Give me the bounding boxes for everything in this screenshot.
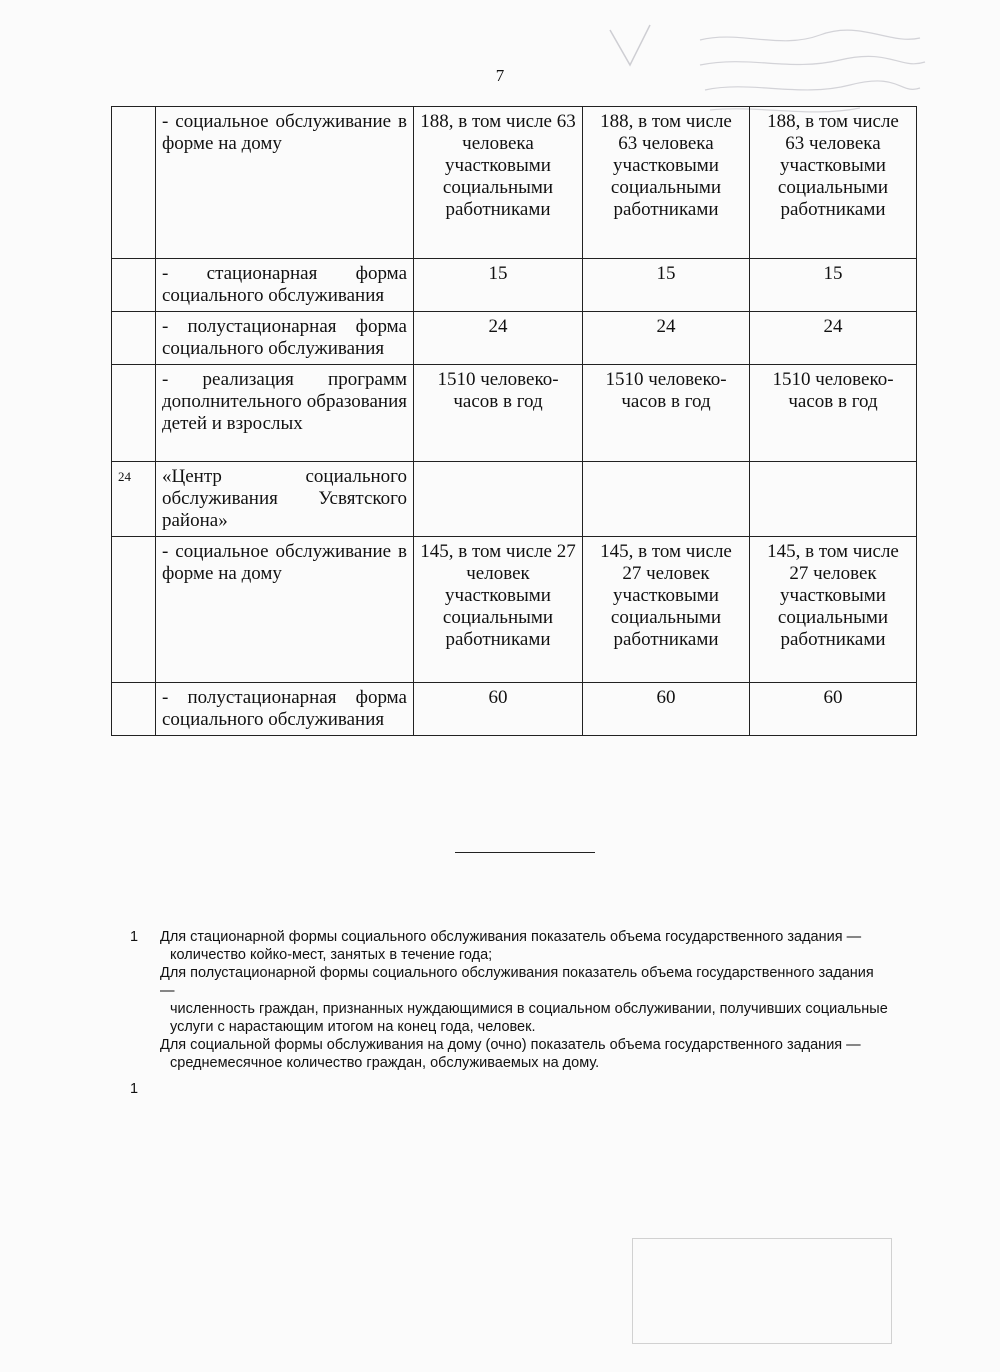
footnote-mark: 1 (130, 929, 139, 945)
row-number: 24 (112, 462, 156, 537)
institution-name: «Центр социального обслуживания Усвятского района» (156, 462, 414, 537)
table-row (112, 365, 917, 462)
footnote-text: Для полустационарной формы социального обслуживания показатель объема государственного задания — (160, 965, 874, 999)
value-cell: 60 (750, 683, 917, 736)
table-row (112, 107, 917, 259)
row-number (112, 537, 156, 683)
footnote-mark: 1 (130, 1081, 139, 1097)
footnote-text: количество койко-мест, занятых в течение года; (170, 947, 493, 963)
row-number (112, 683, 156, 736)
footnote-separator (455, 852, 595, 853)
table-row (112, 259, 917, 312)
value-cell (583, 462, 750, 537)
value-cell: 188, в том числе 63 человека участковыми социальными работниками (583, 107, 750, 259)
table-row (112, 537, 917, 683)
value-cell: 188, в том числе 63 человека участковыми социальными работниками (750, 107, 917, 259)
service-name: - реализация программ дополнительного образования детей и взрослых (156, 365, 414, 462)
value-cell: 60 (583, 683, 750, 736)
footnote-text: среднемесячное количество граждан, обслуживаемых на дому. (170, 1055, 600, 1071)
footnote-text (160, 1080, 890, 1098)
footnote-text: услуги с нарастающим итогом на конец года, человек. (170, 1019, 536, 1035)
value-cell: 1510 человеко-часов в год (583, 365, 750, 462)
table-row (112, 312, 917, 365)
value-cell: 145, в том числе 27 человек участковыми социальными работниками (750, 537, 917, 683)
value-cell: 188, в том числе 63 человека участковыми социальными работниками (414, 107, 583, 259)
value-cell: 15 (414, 259, 583, 312)
value-cell: 60 (414, 683, 583, 736)
footnotes (130, 928, 890, 1098)
footnote-text: Для стационарной формы социального обслуживания показатель объема государственного задания — (160, 929, 862, 945)
value-cell: 24 (750, 312, 917, 365)
row-number (112, 312, 156, 365)
value-cell: 1510 человеко-часов в год (414, 365, 583, 462)
service-name: - полустационарная форма социального обслуживания (156, 683, 414, 736)
service-name: - социальное обслуживание в форме на дому (156, 537, 414, 683)
value-cell (750, 462, 917, 537)
value-cell: 1510 человеко-часов в год (750, 365, 917, 462)
footnote-2 (130, 1080, 890, 1098)
value-cell (414, 462, 583, 537)
table-row (112, 462, 917, 537)
service-name: - полустационарная форма социального обслуживания (156, 312, 414, 365)
value-cell: 24 (414, 312, 583, 365)
footnote-1 (130, 928, 890, 1072)
service-name: - социальное обслуживание в форме на дому (156, 107, 414, 259)
footnote-text: Для социальной формы обслуживания на дому (очно) показатель объема государственного задания — (160, 1037, 861, 1053)
page-number: 7 (495, 66, 505, 85)
service-name: - стационарная форма социального обслуживания (156, 259, 414, 312)
footnote-text: численность граждан, признанных нуждающимися в социальном обслуживании, получивших социальные (170, 1001, 888, 1017)
value-cell: 145, в том числе 27 человек участковыми социальными работниками (583, 537, 750, 683)
services-table (111, 106, 917, 736)
value-cell: 145, в том числе 27 человек участковыми социальными работниками (414, 537, 583, 683)
approval-stamp-image (632, 1238, 892, 1344)
value-cell: 15 (583, 259, 750, 312)
table-row (112, 683, 917, 736)
value-cell: 24 (583, 312, 750, 365)
row-number (112, 365, 156, 462)
row-number (112, 259, 156, 312)
value-cell: 15 (750, 259, 917, 312)
row-number (112, 107, 156, 259)
